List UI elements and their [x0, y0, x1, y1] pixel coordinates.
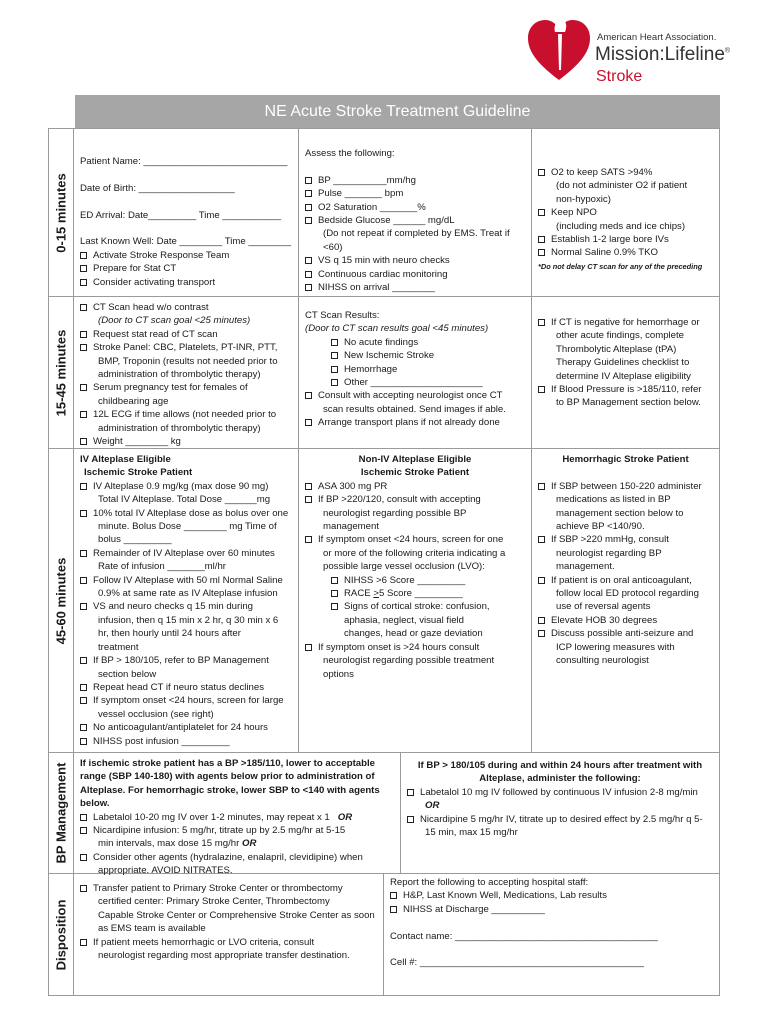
patient-name-field: Patient Name: ___________________________: [80, 156, 288, 167]
row-bp-management: [49, 752, 719, 877]
checkbox-icon[interactable]: [305, 496, 312, 503]
non-alteplase-heading: Non-IV Alteplase Eligible: [358, 454, 472, 465]
bp-post-heading: If BP > 180/105 during and within 24 hours after treatment with: [417, 760, 703, 771]
checklist-continuation: achieve BP <140/90.: [556, 521, 645, 533]
checklist-item: Transfer patient to Primary Stroke Center or thrombectomy: [80, 882, 377, 895]
org-name: American Heart Association.: [597, 32, 717, 43]
dob-field: Date of Birth: __________________: [80, 182, 235, 194]
row-label: 45-60 minutes: [49, 449, 74, 752]
checklist-item: If patient meets hemorrhagic or LVO criteria, consult: [80, 936, 377, 949]
checklist-item: CT Scan head w/o contrast: [80, 301, 292, 314]
checklist-item: Serum pregnancy test for females of: [80, 381, 292, 394]
non-alteplase-subheading: Ischemic Stroke Patient: [360, 467, 470, 479]
alteplase-eligible-cell: [74, 449, 299, 752]
checkbox-icon[interactable]: [80, 738, 87, 745]
ct-negative-note: Therapy Guidelines checklist to: [556, 357, 690, 369]
checklist-item: New Ischemic Stroke: [305, 349, 525, 362]
checkbox-icon[interactable]: [80, 331, 87, 338]
ct-results-heading: CT Scan Results:: [305, 310, 380, 321]
report-heading: Report the following to accepting hospital staff:: [390, 877, 589, 888]
checklist-item: VS and neuro checks q 15 min during: [80, 600, 292, 613]
checkbox-icon[interactable]: [538, 483, 545, 490]
checklist-continuation: bolus _________: [98, 534, 172, 546]
row-45-60-minutes: [49, 448, 719, 752]
ct-results-goal: (Door to CT scan results goal <45 minutes): [305, 323, 489, 335]
checkbox-icon[interactable]: [80, 724, 87, 731]
checklist-continuation: infusion, then q 15 min x 2 hr, q 30 min x 6: [98, 614, 279, 626]
ct-negative-note: determine IV Alteplase eligibility: [556, 370, 691, 382]
checklist-item: IV Alteplase 0.9 mg/kg (max dose 90 mg): [80, 480, 292, 493]
checkbox-icon[interactable]: [390, 892, 397, 899]
checklist-continuation: 0.9% at same rate as IV Alteplase infusion: [98, 588, 278, 600]
checklist-item: Hemorrhage: [305, 363, 525, 376]
lvo-note: possible large vessel occlusion (LVO):: [323, 561, 485, 573]
checklist-item: If symptom onset <24 hours, screen for one: [305, 533, 525, 546]
checklist-continuation: Total IV Alteplase. Total Dose ______mg: [98, 494, 271, 506]
checklist-item: Activate Stroke Response Team: [80, 249, 292, 262]
hemorrhagic-checklist: [538, 480, 713, 668]
checkbox-icon[interactable]: [305, 644, 312, 651]
checklist-item: Elevate HOB 30 degrees: [538, 614, 713, 627]
alteplase-checklist: [80, 480, 292, 748]
checklist-item: Discuss possible anti-seizure and: [538, 627, 713, 640]
glucose-note: (Do not repeat if completed by EMS. Treat if: [323, 228, 510, 240]
checklist-item: Remainder of IV Alteplase over 60 minutes: [80, 547, 292, 560]
row-label: Disposition: [49, 874, 74, 995]
checkbox-icon[interactable]: [80, 438, 87, 445]
checklist-item: RACE >5 Score _________: [305, 587, 525, 600]
hemorrhagic-cell: [532, 449, 719, 752]
checklist-item: Request stat read of CT scan: [80, 328, 292, 341]
checklist-continuation: medications as listed in BP: [556, 494, 671, 506]
checklist-item: Labetalol 10-20 mg IV over 1-2 minutes, may repeat x 1 OR: [80, 811, 394, 824]
npo-note: (including meds and ice chips): [556, 220, 686, 232]
nicardipine-note: min intervals, max dose 15 mg/hr: [98, 838, 240, 850]
cortical-note: changes, head or gaze deviation: [344, 628, 483, 640]
o2-note: (do not administer O2 if patient: [556, 180, 688, 192]
checkbox-icon[interactable]: [538, 209, 545, 216]
checklist-item: Consider activating transport: [80, 276, 292, 289]
checklist-item: BP __________mm/hg: [305, 174, 525, 187]
row-15-45-minutes: [49, 296, 719, 448]
checkbox-icon[interactable]: [305, 204, 312, 211]
transfer-note: Capable Stroke Center or Comprehensive Stroke Center as soon: [98, 909, 375, 921]
row-0-15-minutes: [49, 129, 719, 296]
checkbox-icon[interactable]: [305, 257, 312, 264]
ct-negative-note: Thrombolytic Alteplase (tPA): [556, 343, 677, 355]
checkbox-icon[interactable]: [331, 603, 338, 610]
checklist-item: ASA 300 mg PR: [305, 480, 525, 493]
ct-negative-cell: [532, 297, 719, 448]
checkbox-icon[interactable]: [390, 906, 397, 913]
checkbox-icon[interactable]: [331, 577, 338, 584]
last-known-well-field: Last Known Well: Date ________ Time ________: [80, 236, 292, 248]
checkbox-icon[interactable]: [80, 304, 87, 311]
checkbox-icon[interactable]: [305, 217, 312, 224]
checklist-item: NIHSS post infusion _________: [80, 735, 292, 748]
program-name: Mission:Lifeline®: [595, 44, 731, 65]
checkbox-icon[interactable]: [80, 411, 87, 418]
checkbox-icon[interactable]: [80, 510, 87, 517]
transfer-cell: [74, 874, 384, 995]
bp-note: to BP Management section below.: [556, 397, 701, 409]
row-disposition: [49, 873, 719, 995]
checklist-item: Other _____________________: [305, 376, 525, 389]
checklist-item: If symptom onset is >24 hours consult: [305, 641, 525, 654]
checkbox-icon[interactable]: [331, 352, 338, 359]
alteplase-subheading: Ischemic Stroke Patient: [84, 467, 193, 479]
checklist-item: NIHSS on arrival ________: [305, 281, 525, 294]
patient-info-cell: [74, 129, 299, 296]
checklist-continuation: Rate of infusion _______ml/hr: [98, 561, 226, 573]
report-cell: [384, 874, 719, 995]
checkbox-icon[interactable]: [305, 177, 312, 184]
checklist-item: If SBP >220 mmHg, consult: [538, 533, 713, 546]
checkbox-icon[interactable]: [80, 827, 87, 834]
checklist-item: 10% total IV Alteplase dose as bolus over one: [80, 507, 292, 520]
cell-number-field: Cell #: __________________________________________: [390, 957, 644, 969]
late-onset-note: options: [323, 668, 354, 680]
checklist-item: Prepare for Stat CT: [80, 262, 292, 275]
checkbox-icon[interactable]: [80, 885, 87, 892]
checklist-item: If BP > 180/105, refer to BP Management: [80, 654, 292, 667]
checkbox-icon[interactable]: [80, 684, 87, 691]
checkbox-icon[interactable]: [80, 577, 87, 584]
checklist-item: Continuous cardiac monitoring: [305, 268, 525, 281]
checkbox-icon[interactable]: [331, 379, 338, 386]
bp-post-heading: Alteplase, administer the following:: [479, 773, 641, 785]
checklist-continuation: follow local ED protocol regarding: [556, 588, 699, 600]
checkbox-icon[interactable]: [305, 392, 312, 399]
transfer-note: certified center: Primary Stroke Center, Thrombectomy: [98, 896, 330, 908]
contact-name-field: Contact name: ______________________________________: [390, 930, 658, 942]
bp-heading: If ischemic stroke patient has a BP >185/110, lower to acceptable: [80, 758, 375, 769]
checkbox-icon[interactable]: [538, 577, 545, 584]
other-agents-note: appropriate. AVOID NITRATES.: [98, 865, 233, 877]
checklist-item: If symptom onset <24 hours, screen for large: [80, 694, 292, 707]
checkbox-icon[interactable]: [80, 252, 87, 259]
checklist-item: Weight ________ kg: [80, 435, 292, 448]
heart-torch-icon: [525, 10, 595, 86]
aha-mission-lifeline-logo: [525, 10, 740, 88]
checkbox-icon[interactable]: [331, 366, 338, 373]
checkbox-icon[interactable]: [80, 697, 87, 704]
checkbox-icon[interactable]: [80, 814, 87, 821]
checklist-item: VS q 15 min with neuro checks: [305, 254, 525, 267]
alteplase-heading: IV Alteplase Eligible: [80, 454, 171, 465]
checkbox-icon[interactable]: [305, 483, 312, 490]
late-onset-note: neurologist regarding possible treatment: [323, 655, 495, 667]
checklist-continuation: section below: [98, 668, 157, 680]
checkbox-icon[interactable]: [538, 236, 545, 243]
checkbox-icon[interactable]: [538, 536, 545, 543]
hemorrhagic-heading: Hemorrhagic Stroke Patient: [562, 454, 689, 465]
bp-note: management: [323, 521, 379, 533]
checklist-item: Follow IV Alteplase with 50 ml Normal Saline: [80, 574, 292, 587]
checkbox-icon[interactable]: [331, 590, 338, 597]
checklist-item: Stroke Panel: CBC, Platelets, PT-INR, PTT,: [80, 341, 292, 354]
checklist-item: 12L ECG if time allows (not needed prior to: [80, 408, 292, 421]
assessment-cell: [299, 129, 532, 296]
checkbox-icon[interactable]: [80, 657, 87, 664]
checklist-item: O2 to keep SATS >94%: [538, 166, 713, 179]
program-subname: Stroke: [596, 68, 643, 85]
checklist-item: No anticoagulant/antiplatelet for 24 hours: [80, 721, 292, 734]
checklist-continuation: minute. Bolus Dose ________ mg Time of: [98, 521, 277, 533]
glucose-note: <60): [323, 241, 343, 253]
transfer-note: neurologist regarding most appropriate transfer destination.: [98, 950, 350, 962]
checklist-continuation: vessel occlusion (see right): [98, 708, 214, 720]
pregnancy-note: childbearing age: [98, 395, 169, 407]
checklist-item: Arrange transport plans if not already done: [305, 416, 525, 429]
checklist-continuation: management section below to: [556, 507, 684, 519]
panel-note: BMP, Troponin (results not needed prior to: [98, 355, 278, 367]
checkbox-icon[interactable]: [80, 384, 87, 391]
row-label: 0-15 minutes: [49, 129, 74, 296]
guideline-table: [48, 128, 720, 996]
ct-goal: (Door to CT scan goal <25 minutes): [98, 315, 251, 327]
checklist-item: Pulse _______ bpm: [305, 187, 525, 200]
ed-arrival-field: ED Arrival: Date_________ Time ___________: [80, 209, 282, 221]
checklist-item: If CT is negative for hemorrhage or: [538, 316, 713, 329]
ct-negative-note: other acute findings, complete: [556, 330, 684, 342]
checklist-item: Establish 1-2 large bore IVs: [538, 233, 713, 246]
row-label: 15-45 minutes: [49, 297, 74, 448]
checkbox-icon[interactable]: [305, 536, 312, 543]
or-text: OR: [425, 800, 440, 812]
checklist-item: If BP >220/120, consult with accepting: [305, 493, 525, 506]
checklist-item: If SBP between 150-220 administer: [538, 480, 713, 493]
checklist-item: Nicardipine 5 mg/hr IV, titrate up to desired effect by 2.5 mg/hr q 5-: [407, 813, 713, 826]
checkbox-icon[interactable]: [80, 939, 87, 946]
checklist-continuation: treatment: [98, 641, 139, 653]
checklist-item: Keep NPO: [538, 206, 713, 219]
checkbox-icon[interactable]: [305, 190, 312, 197]
assessment-heading: Assess the following:: [305, 148, 395, 159]
checkbox-icon[interactable]: [80, 344, 87, 351]
checkbox-icon[interactable]: [538, 249, 545, 256]
checklist-item: NIHSS at Discharge __________: [390, 903, 713, 916]
checklist-item: Labetalol 10 mg IV followed by continuous IV infusion 2-8 mg/min: [407, 786, 713, 799]
checkbox-icon[interactable]: [305, 419, 312, 426]
non-alteplase-cell: [299, 449, 532, 752]
checkbox-icon[interactable]: [80, 603, 87, 610]
panel-note: administration of thrombolytic therapy): [98, 369, 261, 381]
bp-ischemic-cell: If ischemic stroke patient has a BP >185/110, lower to acceptable range (SBP 140-180) with agents below prior to administration of Alteplase. For hemorrhagic stroke, lower SBP to <140 with agents below. Labetalol 10-20 mg IV over 1-2 minutes, may repeat x 1 OR Nicardipine infusion: 5 mg/hr, titrate up by 2.5 mg/hr at 5-15 min intervals, max dose 15 mg/hr OR Consider other agents (hydralazine, enalapril, clevidipine) when appropriate. AVOID NITRATES.: [74, 753, 401, 873]
checklist-item: Consider other agents (hydralazine, enalapril, clevidipine) when: [80, 851, 394, 864]
checkbox-icon[interactable]: [331, 339, 338, 346]
ct-delay-note: *Do not delay CT scan for any of the preceding: [538, 261, 703, 271]
checkbox-icon[interactable]: [80, 483, 87, 490]
row-label: BP Management: [49, 753, 74, 873]
lvo-note: or more of the following criteria indicating a: [323, 547, 506, 559]
bp-post-treatment-cell: [401, 753, 719, 873]
checklist-continuation: consulting neurologist: [556, 655, 649, 667]
checklist-continuation: neurologist regarding BP: [556, 547, 662, 559]
checklist-item: NIHSS >6 Score _________: [305, 574, 525, 587]
checklist-item: Consult with accepting neurologist once CT: [305, 389, 525, 402]
checklist-continuation: ICP lowering measures with: [556, 641, 675, 653]
nicardipine-note: 15 min, max 15 mg/hr: [425, 827, 518, 839]
page-title: NE Acute Stroke Treatment Guideline: [75, 95, 720, 128]
checkbox-icon[interactable]: [538, 386, 545, 393]
checkbox-icon[interactable]: [80, 265, 87, 272]
checklist-item: H&P, Last Known Well, Medications, Lab results: [390, 889, 713, 902]
checklist-item: O2 Saturation _______%: [305, 201, 525, 214]
checklist-continuation: use of reversal agents: [556, 601, 651, 613]
checklist-item: Signs of cortical stroke: confusion,: [305, 600, 525, 613]
ct-orders-cell: [74, 297, 299, 448]
bp-heading: below.: [80, 798, 110, 810]
bp-heading: range (SBP 140-180) with agents below prior to administration of: [80, 771, 375, 783]
checkbox-icon[interactable]: [407, 816, 414, 823]
bp-note: neurologist regarding possible BP: [323, 507, 467, 519]
o2-note: non-hypoxic): [556, 193, 611, 205]
consult-note: scan results obtained. Send images if able.: [323, 403, 506, 415]
ecg-note: administration of thrombolytic therapy): [98, 422, 261, 434]
bp-heading: Alteplase. For hemorrhagic stroke, lower SBP to <140 with agents: [80, 784, 380, 796]
checkbox-icon[interactable]: [80, 854, 87, 861]
checklist-item: If Blood Pressure is >185/110, refer: [538, 383, 713, 396]
cortical-note: aphasia, neglect, visual field: [344, 614, 464, 626]
checklist-item: Bedside Glucose ______ mg/dL: [305, 214, 525, 227]
checklist-item: Repeat head CT if neuro status declines: [80, 681, 292, 694]
checklist-continuation: hr, then hourly until 24 hours after: [98, 628, 241, 640]
checkbox-icon[interactable]: [80, 279, 87, 286]
checkbox-icon[interactable]: [538, 319, 545, 326]
checkbox-icon[interactable]: [305, 271, 312, 278]
checkbox-icon[interactable]: [80, 550, 87, 557]
checkbox-icon[interactable]: [538, 169, 545, 176]
ct-results-cell: [299, 297, 532, 448]
initial-care-cell: [532, 129, 719, 296]
checkbox-icon[interactable]: [538, 630, 545, 637]
checklist-item: If patient is on oral anticoagulant,: [538, 574, 713, 587]
checklist-item: Normal Saline 0.9% TKO: [538, 246, 713, 259]
checklist-continuation: management.: [556, 561, 615, 573]
checklist-item: No acute findings: [305, 336, 525, 349]
checkbox-icon[interactable]: [407, 789, 414, 796]
checkbox-icon[interactable]: [538, 617, 545, 624]
checklist-item: Nicardipine infusion: 5 mg/hr, titrate up by 2.5 mg/hr at 5-15: [80, 824, 394, 837]
checkbox-icon[interactable]: [305, 284, 312, 291]
transfer-note: as EMS team is available: [98, 923, 206, 935]
